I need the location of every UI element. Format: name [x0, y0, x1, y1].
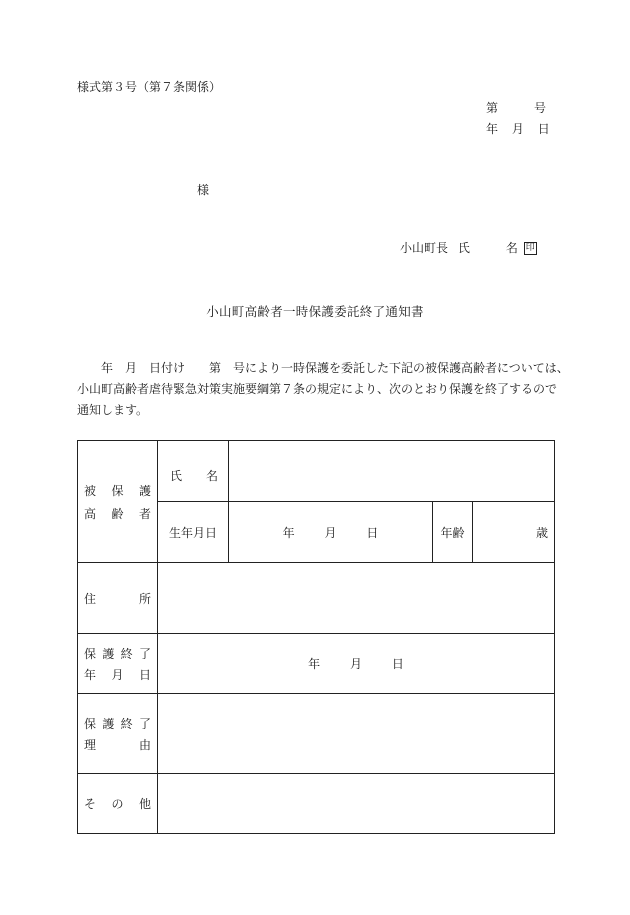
form-id: 様式第３号（第７条関係）	[77, 80, 222, 94]
end-date-label: 保 護 終 了 年 月 日	[78, 634, 158, 694]
notice-form-table	[77, 440, 555, 834]
table-row	[78, 441, 555, 502]
body-line: 通知します。	[77, 403, 149, 417]
age-field[interactable]: 歳	[473, 502, 555, 563]
table-row	[78, 634, 555, 694]
table-row	[78, 694, 555, 774]
sender-block	[400, 239, 537, 256]
sender-title: 小山町長	[400, 241, 449, 255]
address-field[interactable]	[158, 563, 555, 634]
other-label: そ の 他	[78, 774, 158, 834]
table-row	[78, 774, 555, 834]
issue-date-year: 年	[486, 122, 499, 136]
reason-field[interactable]	[158, 694, 555, 774]
other-field[interactable]	[158, 774, 555, 834]
body-text	[77, 358, 569, 421]
subject-label-line-1: 被 保 護	[84, 483, 151, 498]
issue-date-month: 月	[511, 122, 524, 136]
body-line: 年 月 日付け 第 号により一時保護を委託した下記の被保護高齢者については、	[77, 361, 569, 375]
addressee-honorific: 様	[197, 183, 210, 197]
document-title: 小山町高齢者一時保護委託終了通知書	[206, 304, 424, 319]
table-row	[78, 563, 555, 634]
document-number	[486, 99, 546, 116]
dob-label: 生年月日	[158, 502, 229, 563]
address-label: 住 所	[78, 563, 158, 634]
sender-name-a: 氏	[457, 241, 470, 255]
issue-date-day: 日	[537, 122, 550, 136]
name-field[interactable]	[229, 441, 555, 502]
sender-name-b: 名	[505, 241, 518, 255]
subject-label-line-2: 高 齢 者	[84, 506, 151, 521]
number-prefix: 第	[486, 101, 499, 115]
body-line: 小山町高齢者虐待緊急対策実施要綱第７条の規定により、次のとおり保護を終了するので	[77, 382, 558, 396]
name-label-cell: 氏 名	[158, 441, 229, 502]
reason-label: 保 護 終 了 理 由	[78, 694, 158, 774]
number-suffix: 号	[534, 101, 547, 115]
age-label: 年齢	[433, 502, 473, 563]
seal-mark: 印	[525, 243, 535, 253]
end-date-field[interactable]: 年 月 日	[158, 634, 555, 694]
issue-date	[486, 120, 550, 137]
dob-field[interactable]: 年 月 日	[229, 502, 433, 563]
subject-label-cell	[78, 441, 158, 563]
